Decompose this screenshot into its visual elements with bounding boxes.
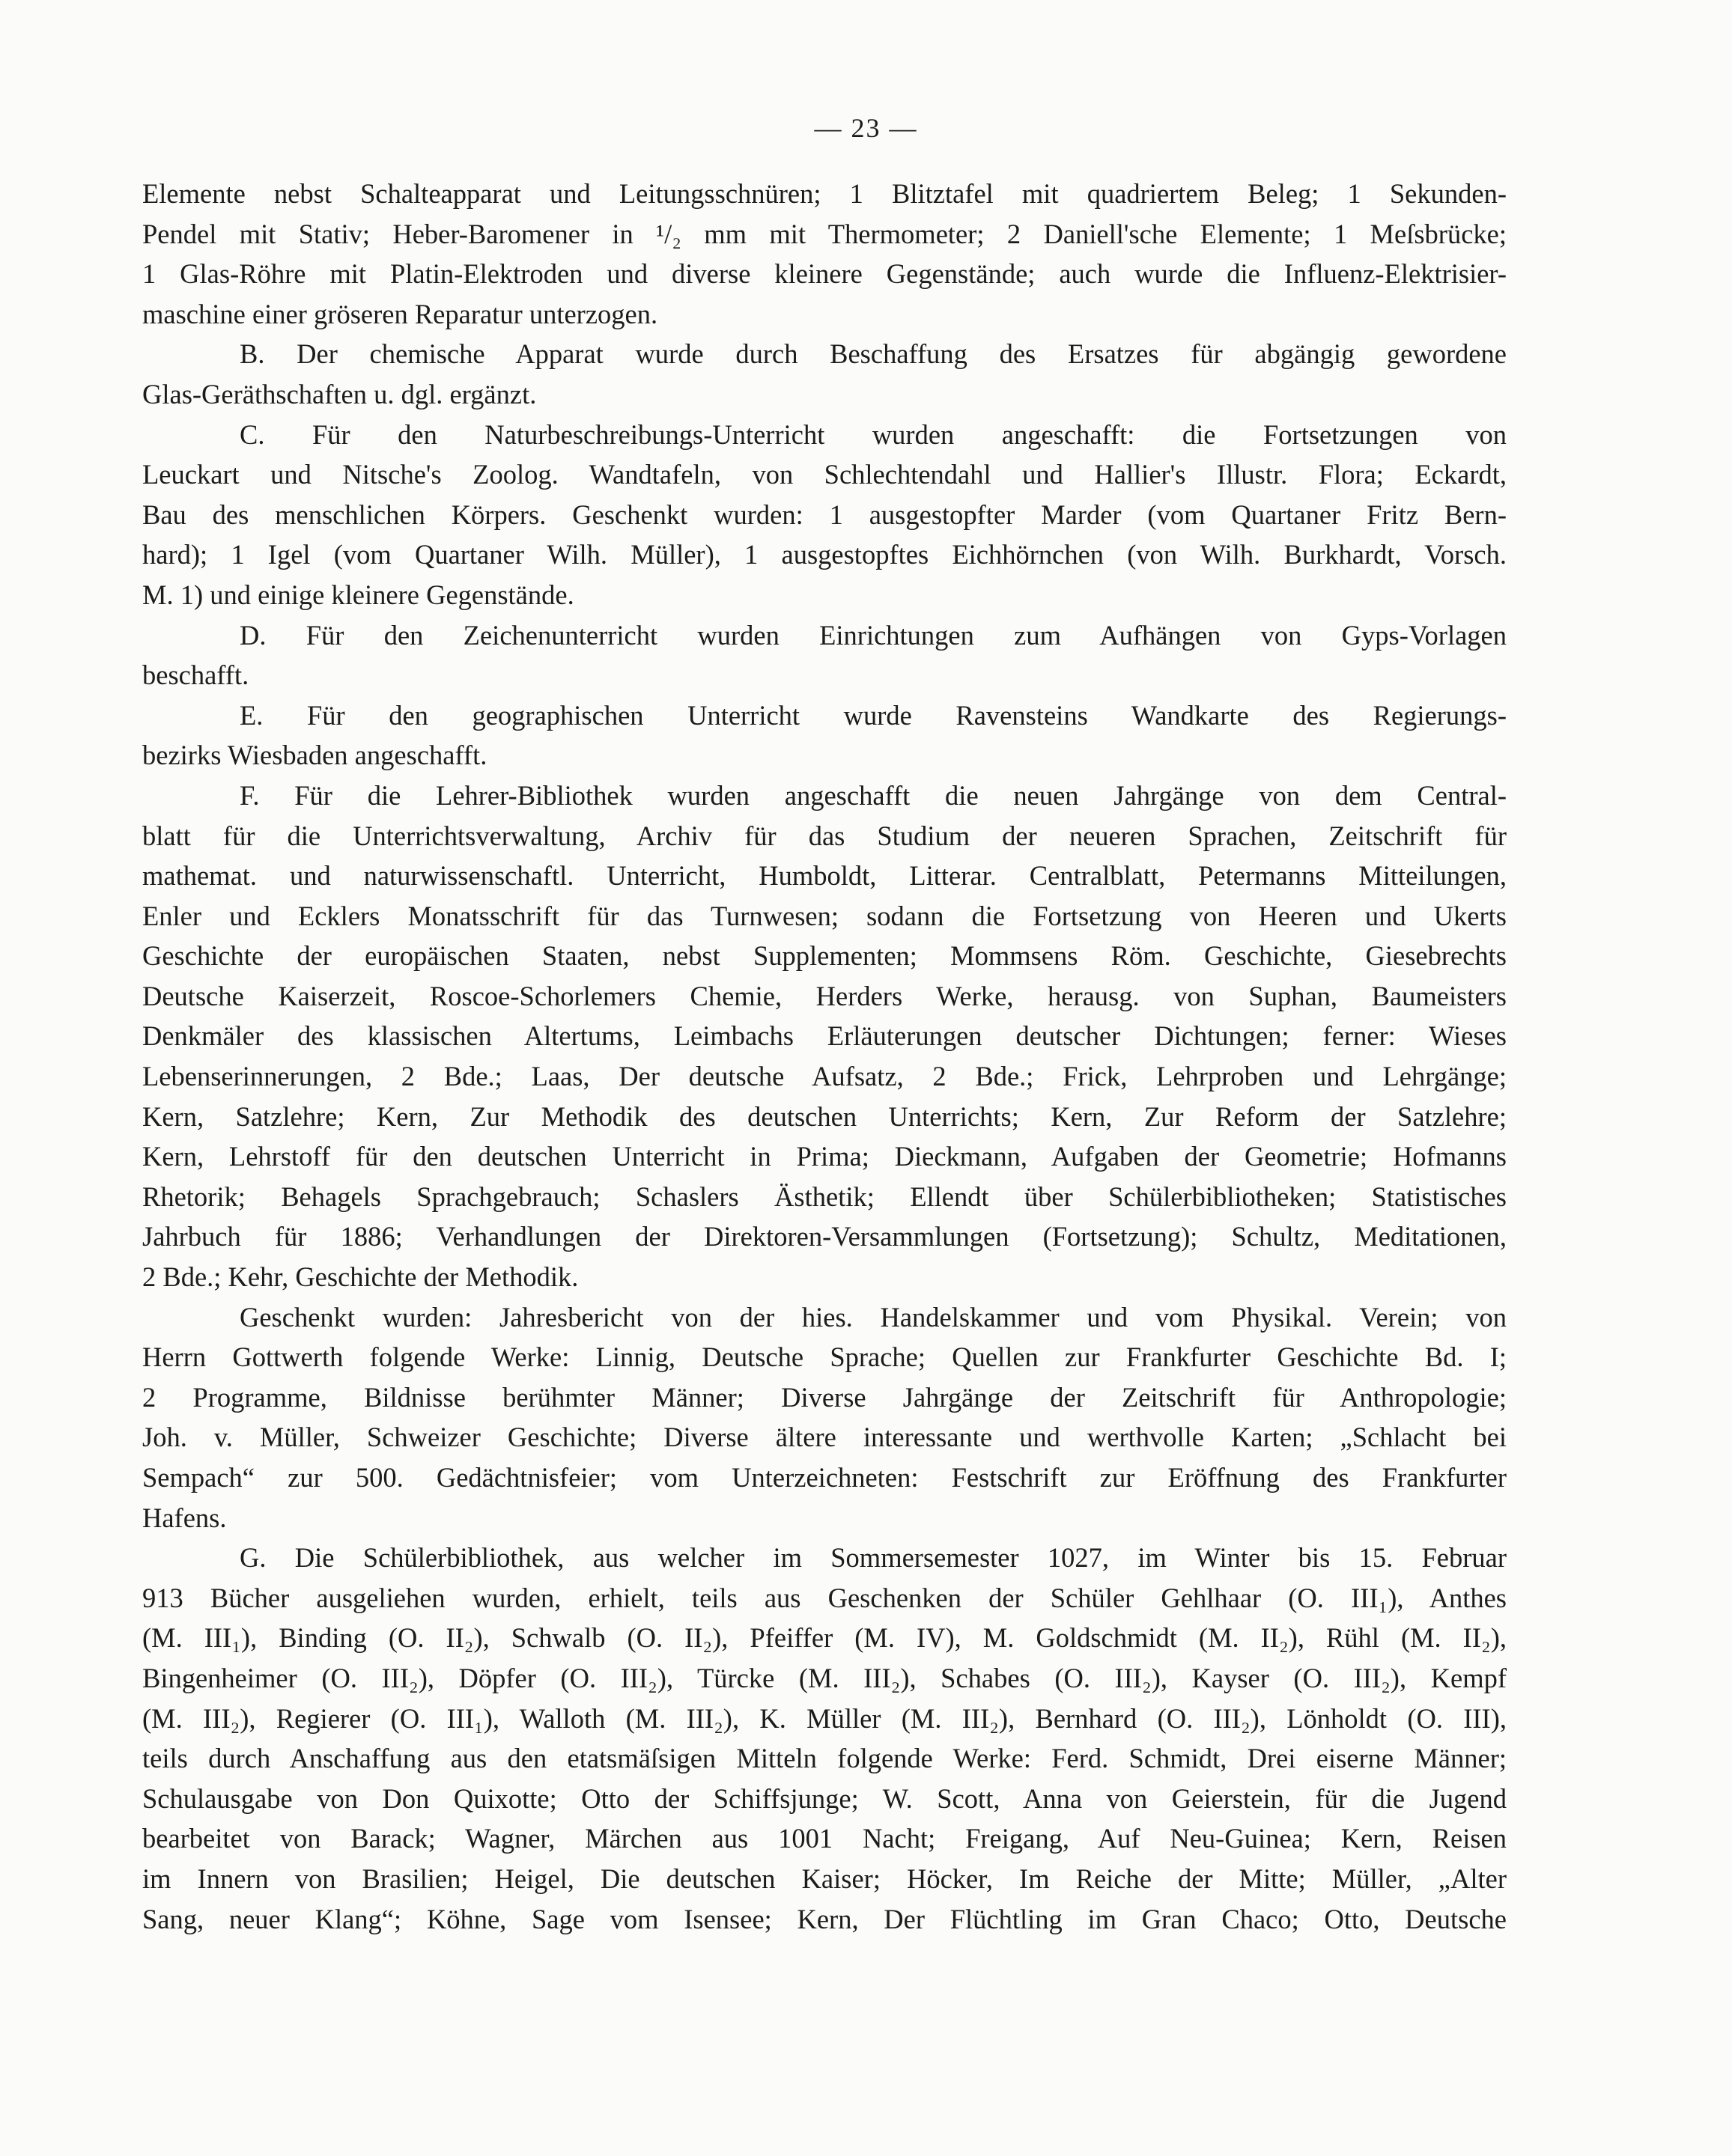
text-line: bearbeitet von Barack; Wagner, Märchen aus 1001 Nacht; Freigang, Auf Neu-Guinea; Kern, Reisen (142, 1823, 1507, 1854)
text-line: Joh. v. Müller, Schweizer Geschichte; Diverse ältere interessante und werthvolle Karten; „Schlacht bei (142, 1422, 1507, 1453)
text-line: 2 Programme, Bildnisse berühmter Männer; Diverse Jahrgänge der Zeitschrift für Anthropologie; (142, 1381, 1507, 1413)
text-line: Jahrbuch für 1886; Verhandlungen der Direktoren-Versammlungen (Fortsetzung); Schultz, Meditationen, (142, 1221, 1507, 1252)
text-line: Hafens. (142, 1502, 227, 1533)
text-line: Sempach“ zur 500. Gedächtnisfeier; vom Unterzeichneten: Festschrift zur Eröffnung des Frankfurter (142, 1462, 1507, 1493)
text-line: Enler und Ecklers Monatsschrift für das Turnwesen; sodann die Fortsetzung von Heeren und Ukerts (142, 900, 1507, 931)
text-line: M. 1) und einige kleinere Gegenstände. (142, 579, 574, 610)
text-line: (M. III₁), Binding (O. II₂), Schwalb (O. II₂), Pfeiffer (M. IV), M. Goldschmidt (M. II₂), Rühl (M. II₂), (142, 1622, 1507, 1654)
text-line: Herrn Gottwerth folgende Werke: Linnig, Deutsche Sprache; Quellen zur Frankfurter Geschichte Bd. I; (142, 1342, 1507, 1373)
text-line: Lebenserinnerungen, 2 Bde.; Laas, Der deutsche Aufsatz, 2 Bde.; Frick, Lehrproben und Lehrgänge; (142, 1061, 1507, 1092)
text-line: im Innern von Brasilien; Heigel, Die deutschen Kaiser; Höcker, Im Reiche der Mitte; Müller, „Alter (142, 1863, 1507, 1894)
text-line: Leuckart und Nitsche's Zoolog. Wandtafeln, von Schlechtendahl und Hallier's Illustr. Flora; Eckardt, (142, 459, 1507, 490)
section-c-line: C. Für den Naturbeschreibungs-Unterricht wurden angeschafft: die Fortsetzungen von (240, 418, 1507, 450)
text-line: Denkmäler des klassischen Altertums, Leimbachs Erläuterungen deutscher Dichtungen; ferner: Wieses (142, 1020, 1507, 1052)
text-line: 1 Glas-Röhre mit Platin-Elektroden und diverse kleinere Gegenstände; auch wurde die Influenz-Elektrisier- (142, 258, 1507, 290)
text-line: (M. III₂), Regierer (O. III₁), Walloth (M. III₂), K. Müller (M. III₂), Bernhard (O. III₂), Lönholdt (O. III), (142, 1702, 1507, 1734)
text-line: Rhetorik; Behagels Sprachgebrauch; Schaslers Ästhetik; Ellendt über Schülerbibliotheken; Statistisches (142, 1181, 1507, 1212)
text-line: beschafft. (142, 660, 249, 691)
text-line: hard); 1 Igel (vom Quartaner Wilh. Müller), 1 ausgestopftes Eichhörnchen (von Wilh. Burkhardt, Vorsch. (142, 539, 1507, 570)
section-f-line: F. Für die Lehrer-Bibliothek wurden angeschafft die neuen Jahrgänge von dem Central- (240, 779, 1507, 811)
section-e-line: E. Für den geographischen Unterricht wurde Ravensteins Wandkarte des Regierungs- (240, 699, 1507, 731)
text-line: Geschichte der europäischen Staaten, nebst Supplementen; Mommsens Röm. Geschichte, Giesebrechts (142, 940, 1507, 972)
text-line: Schulausgabe von Don Quixotte; Otto der Schiffsjunge; W. Scott, Anna von Geierstein, für die Jugend (142, 1782, 1507, 1814)
body-text (142, 174, 1507, 1939)
text-line: Sang, neuer Klang“; Köhne, Sage vom Isensee; Kern, Der Flüchtling im Gran Chaco; Otto, Deutsche (142, 1903, 1507, 1934)
text-line: teils durch Anschaffung aus den etatsmäſsigen Mitteln folgende Werke: Ferd. Schmidt, Drei eiserne Männer; (142, 1743, 1507, 1774)
text-line: Kern, Satzlehre; Kern, Zur Methodik des deutschen Unterrichts; Kern, Zur Reform der Satzlehre; (142, 1100, 1507, 1132)
text-line: Glas-Geräthschaften u. dgl. ergänzt. (142, 378, 537, 409)
text-line: Kern, Lehrstoff für den deutschen Unterricht in Prima; Dieckmann, Aufgaben der Geometrie; Hofmanns (142, 1141, 1507, 1172)
section-d-line: D. Für den Zeichenunterricht wurden Einrichtungen zum Aufhängen von Gyps-Vorlagen (240, 619, 1507, 651)
text-line: mathemat. und naturwissenschaftl. Unterricht, Humboldt, Litterar. Centralblatt, Petermanns Mitteilungen, (142, 860, 1507, 892)
page-number: — 23 — (814, 113, 918, 143)
section-g-line: G. Die Schülerbibliothek, aus welcher im Sommersemester 1027, im Winter bis 15. Februar (240, 1542, 1507, 1574)
text-line: Bingenheimer (O. III₂), Döpfer (O. III₂), Türcke (M. III₂), Schabes (O. III₂), Kayser (O. III₂), Kempf (142, 1662, 1507, 1693)
text-line: blatt für die Unterrichtsverwaltung, Archiv für das Studium der neueren Sprachen, Zeitschrift für (142, 820, 1507, 851)
text-line: 913 Bücher ausgeliehen wurden, erhielt, teils aus Geschenken der Schüler Gehlhaar (O. III₁), Anthes (142, 1582, 1507, 1613)
text-line: Elemente nebst Schalteapparat und Leitungsschnüren; 1 Blitztafel mit quadriertem Beleg; 1 Sekunden- (142, 178, 1507, 209)
gifts-line: Geschenkt wurden: Jahresbericht von der hies. Handelskammer und vom Physikal. Verein; von (240, 1301, 1507, 1333)
text-line: maschine einer gröseren Reparatur unterzogen. (142, 298, 658, 329)
section-b-line: B. Der chemische Apparat wurde durch Beschaffung des Ersatzes für abgängig gewordene (240, 338, 1507, 370)
text-line: Deutsche Kaiserzeit, Roscoe-Schorlemers Chemie, Herders Werke, herausg. von Suphan, Baumeisters (142, 980, 1507, 1011)
text-line: bezirks Wiesbaden angeschafft. (142, 740, 487, 771)
text-line: 2 Bde.; Kehr, Geschichte der Methodik. (142, 1261, 579, 1293)
text-line: Pendel mit Stativ; Heber-Baromener in ¹/₂ mm mit Thermometer; 2 Daniell'sche Elemente; 1 Meſsbrücke; (142, 218, 1507, 249)
text-line: Bau des menschlichen Körpers. Geschenkt wurden: 1 ausgestopfter Marder (vom Quartaner Fritz Bern- (142, 499, 1507, 530)
